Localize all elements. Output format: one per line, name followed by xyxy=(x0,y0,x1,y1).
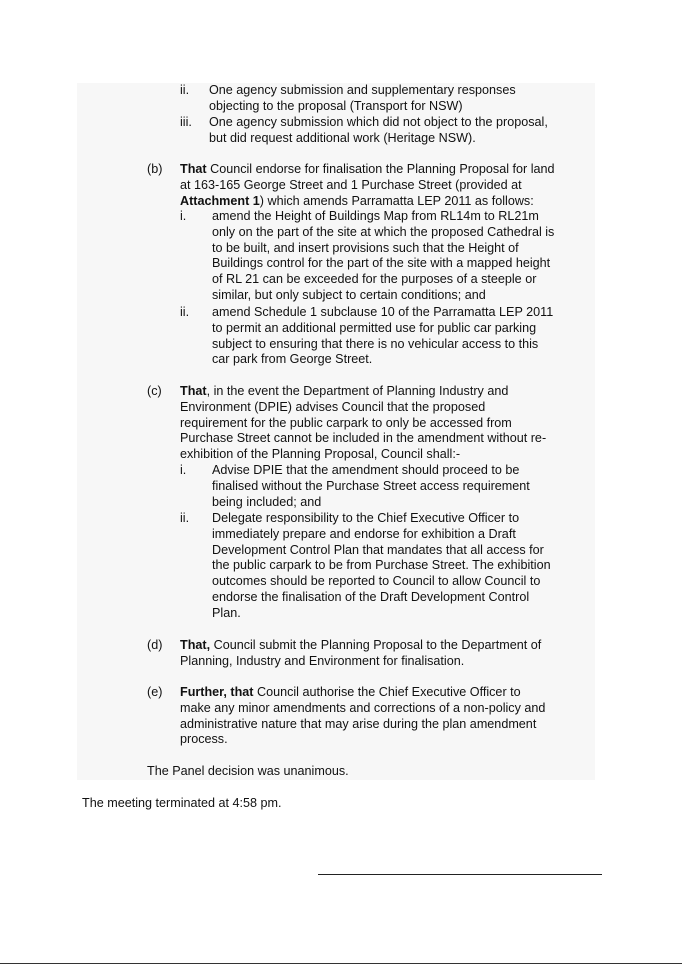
clause-label-c: (c) xyxy=(147,384,162,398)
item-number: iii. xyxy=(180,115,192,129)
list-item: One agency submission which did not object to the proposal, but did request additional work (Heritage NSW). xyxy=(209,115,548,145)
item-number: i. xyxy=(180,463,187,477)
page-bottom-border xyxy=(0,963,682,964)
clause-label-d: (d) xyxy=(147,638,163,652)
list-item: Delegate responsibility to the Chief Executive Officer to immediately prepare and endorse for exhibition a Draft Development Control Plan that mandates that all access for the public carpark to be from Purchase Street. The exhibition outcomes should be reported to Council to allow Council to endorse the finalisation of the Draft Development Control Plan. xyxy=(212,511,551,620)
panel-decision: The Panel decision was unanimous. xyxy=(147,764,349,778)
clause-label-b: (b) xyxy=(147,162,163,176)
meeting-terminated: The meeting terminated at 4:58 pm. xyxy=(82,796,282,810)
clause-e-text: Further, that Council authorise the Chief Executive Officer to make any minor amendments and corrections of a non-policy and administrative nature that may arise during the plan amendment process. xyxy=(180,685,546,747)
clause-c-text: That, in the event the Department of Planning Industry and Environment (DPIE) advises Council that the proposed requirement for the public carpark to only be accessed from Purchase Street cannot be included in the amendment without re- exhibition of the Planning Proposal, Council shall:- xyxy=(180,384,547,462)
clause-b-lead: That xyxy=(180,162,207,176)
item-number: i. xyxy=(180,209,187,223)
signature-line xyxy=(318,874,602,875)
clause-e-lead: Further, that xyxy=(180,685,254,699)
clause-b-text: That Council endorse for finalisation the Planning Proposal for land at 163-165 George Street and 1 Purchase Street (provided at Attachment 1) which amends Parramatta LEP 2011 as follows: xyxy=(180,162,555,208)
item-number: ii. xyxy=(180,305,190,319)
list-item: amend the Height of Buildings Map from RL14m to RL21m only on the part of the site at which the proposed Cathedral is to be built, and insert provisions such that the Height of Buildings control for the part of the site with a mapped height of RL 21 can be exceeded for the purposes of a steeple or similar, but only subject to certain conditions; and xyxy=(212,209,555,302)
list-item: Advise DPIE that the amendment should proceed to be finalised without the Purchase Street access requirement being included; and xyxy=(212,463,530,509)
list-item: One agency submission and supplementary responses objecting to the proposal (Transport for NSW) xyxy=(209,83,516,113)
clause-c-lead: That xyxy=(180,384,207,398)
clause-d-text: That, Council submit the Planning Proposal to the Department of Planning, Industry and Environment for finalisation. xyxy=(180,638,542,668)
list-item: amend Schedule 1 subclause 10 of the Parramatta LEP 2011 to permit an additional permitted use for public car parking subject to ensuring that there is no vehicular access to this car park from George Street. xyxy=(212,305,554,367)
item-number: ii. xyxy=(180,83,190,97)
attachment-reference: Attachment 1 xyxy=(180,193,260,208)
item-number: ii. xyxy=(180,511,190,525)
clause-d-lead: That, xyxy=(180,638,211,652)
clause-label-e: (e) xyxy=(147,685,163,699)
